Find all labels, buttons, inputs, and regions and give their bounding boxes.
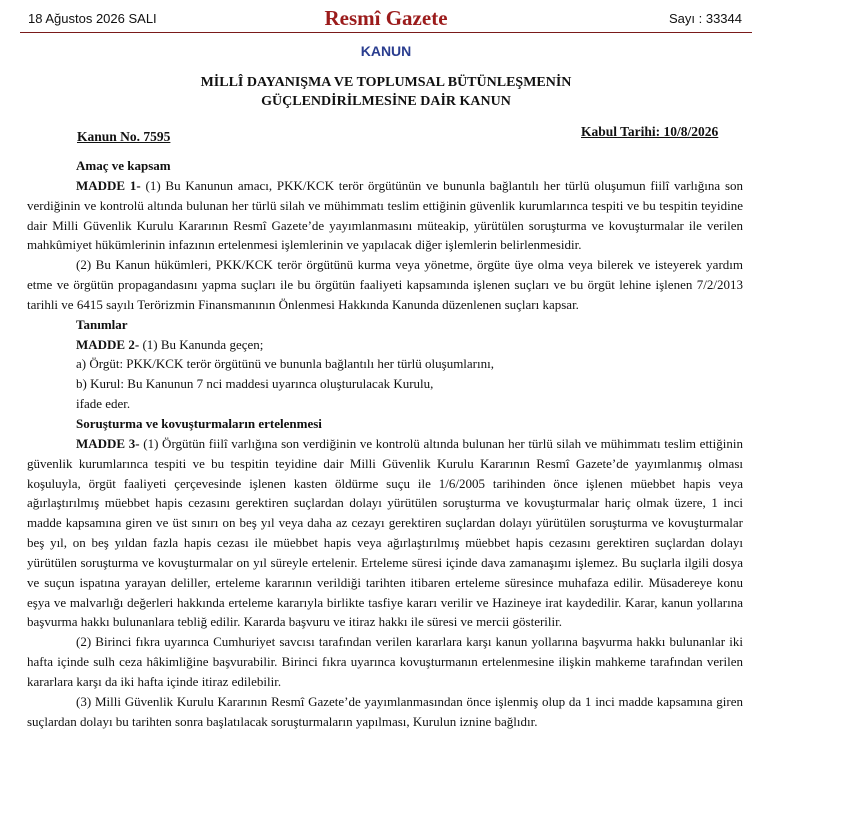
article-2-text: (1) Bu Kanunda geçen;	[139, 336, 264, 352]
article-1-paragraph-1	[27, 176, 743, 255]
law-title-line-1: MİLLÎ DAYANIŞMA VE TOPLUMSAL BÜTÜNLEŞMENİN	[200, 75, 572, 90]
article-3-label: MADDE 3-	[76, 435, 140, 451]
article-1-text: (1) Bu Kanunun amacı, PKK/KCK terör örgütünün ve bununla bağlantılı her türlü oluşumun fiilî varlığına son verdiğinin ve kontrolü altında bulunan her türlü silah ve mühimmatı teslim ettiğinin güvenlik kurumlarınca tespiti ve bu tespitin teyidine dair Milli Güvenlik Kurulu Kararının Resmî Gazete’de yayımlanmasını müteakip, yürütülen soruşturma ve kovuşturmalar ile verilen mahkûmiyet hükümlerinin infazının ertelenmesi işlemlerinin ve yapılacak diğer işlemlerin belirlenmesidir.	[27, 177, 743, 253]
law-title-line-2: GÜÇLENDİRİLMESİNE DAİR KANUN	[261, 94, 511, 109]
definition-b: b) Kurul: Bu Kanunun 7 nci maddesi uyarınca oluşturulacak Kurulu,	[76, 376, 434, 392]
header-divider	[20, 32, 752, 33]
header-date: 18 Ağustos 2026 SALI	[28, 11, 157, 26]
law-type-heading: KANUN	[360, 43, 412, 59]
definition-a: a) Örgüt: PKK/KCK terör örgütünü ve bununla bağlantılı her türlü oluşumlarını,	[76, 356, 494, 372]
gazette-name: Resmî Gazete	[324, 6, 448, 30]
article-1-paragraph-2: (2) Bu Kanun hükümleri, PKK/KCK terör örgütünü kurma veya yönetme, örgüte üye olma veya bilerek ve isteyerek yardım etme ve örgütün propagandasını yapma suçları ile bu örgütün faaliyeti kapsamında işlenen suçları ve bu örgüt lehine işlenen 7/2/2013 tarihli ve 6415 sayılı Terörizmin Finansmanının Önlenmesi Hakkında Kanunda düzenlenen suçları kapsar.	[27, 257, 743, 312]
definitions-closing: ifade eder.	[76, 396, 131, 412]
section-heading-definitions: Tanımlar	[76, 316, 128, 332]
section-heading-deferral: Soruşturma ve kovuşturmaların ertelenmesi	[76, 415, 322, 431]
section-heading-purpose: Amaç ve kapsam	[76, 158, 171, 173]
law-body	[27, 156, 743, 731]
acceptance-date: Kabul Tarihi: 10/8/2026	[581, 124, 719, 139]
gazette-header	[20, 6, 752, 32]
law-number: Kanun No. 7595	[77, 129, 171, 144]
law-title	[20, 73, 752, 111]
article-3-paragraph-1	[27, 434, 743, 632]
article-1-label: MADDE 1-	[76, 177, 141, 193]
article-3-text: (1) Örgütün fiilî varlığına son verdiğinin ve kontrolü altında bulunan her türlü silah ve mühimmatı teslim ettiğinin güvenlik kurumlarınca tespiti ve bu tespitin teyidine dair Milli Güvenlik Kurulu Kararının Resmî Gazete’de yayımlanmış olması koşuluyla, örgüt faaliyeti çerçevesinde işlenen kasten öldürme suçu ile 1/6/2005 tarihinden önce işlenen müebbet hapis veya ağırlaştırılmış müebbet hapis cezasını gerektiren suçlardan dolayı yürütülen soruşturma ve kovuşturmalar hariç olmak üzere, 1 inci madde kapsamına giren ve üst sınırı on beş yıl veya daha az cezayı gerektiren suçlardan dolayı yürütülen soruşturma ve kovuşturmalar beş yıl, on beş yıldan fazla hapis cezası ile müebbet hapis veya ağırlaştırılmış müebbet hapis cezasını gerektiren suçlardan dolayı yürütülen soruşturma ve kovuşturmalar on yıl süreyle ertelenir. Erteleme süresi içinde dava zamanaşımı işlemez. Bu suçlarla ilgili dosya ve suçun ispatına yarayan deliller, erteleme kararının verildiği tarihten itibaren erteleme süresince muhafaza edilir. Müsadereye konu eşya ve malvarlığı değerleri hakkında erteleme kararıyla birlikte tasfiye kararı verilir ve Hazineye irat kaydedilir. Karar, kanun yollarına başvurma hakkı bulunanlara tebliğ edilir. Kararda başvuru ve itiraz hakkı ile süresi ve mercii gösterilir.	[27, 435, 744, 630]
issue-number: Sayı : 33344	[669, 11, 742, 26]
article-3-paragraph-2: (2) Birinci fıkra uyarınca Cumhuriyet savcısı tarafından verilen kararlara karşı kanun yollarına başvurma hakkı bulunanlar iki hafta içinde sulh ceza hâkimliğine başvurabilir. Birinci fıkra uyarınca kovuşturmanın ertelenmesine ilişkin mahkeme tarafından verilen kararlara karşı da iki hafta içinde itiraz edilebilir.	[27, 634, 743, 689]
article-2-paragraph-1	[27, 335, 743, 355]
article-3-paragraph-3: (3) Milli Güvenlik Kurulu Kararının Resmî Gazete’de yayımlanmasından önce işlenmiş olup da 1 inci madde kapsamına giren suçlardan dolayı bu tarihten sonra başlatılacak soruşturmaların yapılması, Kurulun iznine bağlıdır.	[27, 693, 743, 729]
article-2-label: MADDE 2-	[76, 336, 140, 352]
